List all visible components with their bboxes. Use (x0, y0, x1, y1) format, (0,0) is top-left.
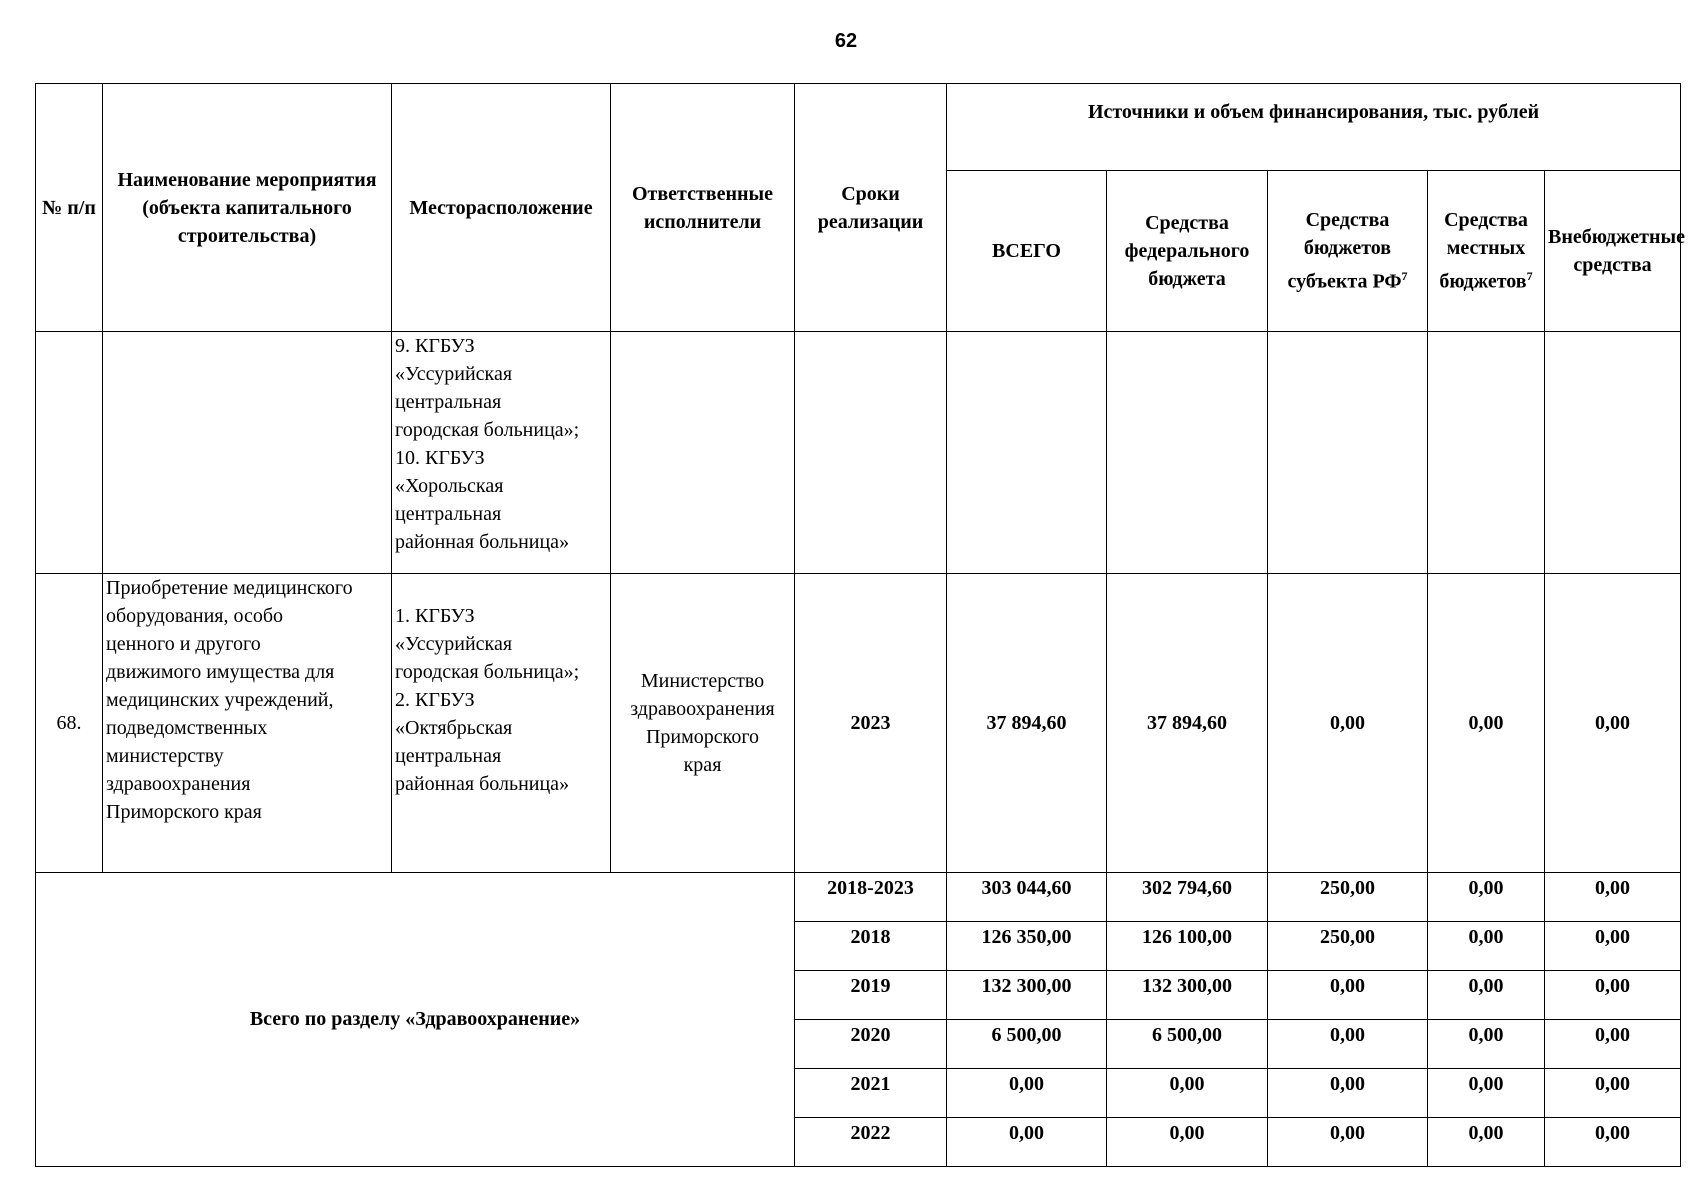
totals-subject: 0,00 (1268, 1069, 1428, 1118)
totals-local: 0,00 (1428, 1118, 1545, 1167)
totals-year: 2020 (795, 1020, 947, 1069)
row-name-line: движимого имущества для (106, 661, 335, 683)
row-federal (1107, 332, 1268, 574)
table-row (36, 332, 1681, 574)
totals-local: 0,00 (1428, 873, 1545, 922)
row-name-line: ценного и другого (106, 633, 261, 655)
totals-extra: 0,00 (1545, 1020, 1681, 1069)
totals-federal: 126 100,00 (1107, 922, 1268, 971)
totals-extra: 0,00 (1545, 1118, 1681, 1167)
totals-year: 2018 (795, 922, 947, 971)
row-location-line: «Уссурийская (395, 633, 513, 655)
totals-total: 0,00 (947, 1118, 1107, 1167)
totals-total: 303 044,60 (947, 873, 1107, 922)
header-subject (1268, 171, 1428, 332)
row-name (103, 574, 392, 873)
totals-total: 6 500,00 (947, 1020, 1107, 1069)
row-total (947, 332, 1107, 574)
header-num: № п/п (36, 84, 103, 332)
row-executors-line: Приморского (645, 726, 760, 748)
row-subject: 0,00 (1268, 574, 1428, 873)
row-location-line: центральная (395, 745, 502, 767)
header-row (36, 84, 1681, 171)
totals-label: Всего по разделу «Здравоохранение» (36, 873, 795, 1167)
row-executors (611, 574, 795, 873)
totals-local: 0,00 (1428, 1069, 1545, 1118)
totals-subject: 0,00 (1268, 1118, 1428, 1167)
totals-local: 0,00 (1428, 1020, 1545, 1069)
row-location-line: «Октябрьская (395, 717, 513, 739)
totals-federal: 0,00 (1107, 1069, 1268, 1118)
totals-federal: 132 300,00 (1107, 971, 1268, 1020)
totals-total: 132 300,00 (947, 971, 1107, 1020)
totals-total: 126 350,00 (947, 922, 1107, 971)
totals-extra: 0,00 (1545, 971, 1681, 1020)
header-federal: Средства федерального бюджета (1107, 171, 1268, 332)
row-name-line: здравоохранения (106, 773, 251, 795)
row-terms: 2023 (795, 574, 947, 873)
row-num (36, 332, 103, 574)
header-name: Наименование мероприятия (объекта капитального строительства) (103, 84, 392, 332)
totals-local: 0,00 (1428, 971, 1545, 1020)
row-subject (1268, 332, 1428, 574)
row-executors-line: здравоохранения (630, 698, 775, 720)
row-executors-line: Министерство (640, 670, 765, 692)
totals-extra: 0,00 (1545, 1069, 1681, 1118)
row-location-line: 2. КГБУЗ (395, 689, 475, 711)
row-local (1428, 332, 1545, 574)
page-number: 62 (834, 30, 858, 52)
totals-row (36, 873, 1681, 922)
header-extra: Внебюджетные средства (1545, 171, 1681, 332)
row-local: 0,00 (1428, 574, 1545, 873)
row-location-line: 10. КГБУЗ (395, 447, 485, 469)
row-name-line: Приморского края (106, 801, 262, 823)
row-location-line: центральная (395, 391, 502, 413)
totals-subject: 250,00 (1268, 873, 1428, 922)
totals-federal: 302 794,60 (1107, 873, 1268, 922)
row-location (392, 332, 611, 574)
header-sources: Источники и объем финансирования, тыс. рублей (947, 84, 1681, 171)
header-local (1428, 171, 1545, 332)
totals-subject: 0,00 (1268, 1020, 1428, 1069)
table-row (36, 574, 1681, 873)
totals-extra: 0,00 (1545, 922, 1681, 971)
totals-year: 2019 (795, 971, 947, 1020)
row-name-line: подведомственных (106, 717, 268, 739)
header-subject-label: Средства бюджетов субъекта РФ (1287, 209, 1402, 293)
row-location-line: районная больница» (395, 773, 570, 795)
row-name (103, 332, 392, 574)
table-body (36, 332, 1681, 873)
row-executors-line: края (683, 754, 722, 776)
totals-total: 0,00 (947, 1069, 1107, 1118)
totals-subject: 250,00 (1268, 922, 1428, 971)
row-federal: 37 894,60 (1107, 574, 1268, 873)
row-executors (611, 332, 795, 574)
header-total: ВСЕГО (947, 171, 1107, 332)
row-extra (1545, 332, 1681, 574)
row-name-line: министерству (106, 745, 224, 767)
row-name-line: медицинских учреждений, (106, 689, 334, 711)
row-location-line: центральная (395, 503, 502, 525)
row-terms (795, 332, 947, 574)
row-location-line: 1. КГБУЗ (395, 605, 475, 627)
totals-federal: 0,00 (1107, 1118, 1268, 1167)
totals-year: 2022 (795, 1118, 947, 1167)
row-num: 68. (36, 574, 103, 873)
row-location-line: 9. КГБУЗ (395, 335, 475, 357)
row-location-line: городская больница»; (395, 661, 580, 683)
header-local-label: Средства местных бюджетов (1439, 209, 1528, 293)
totals-year: 2018-2023 (795, 873, 947, 922)
financing-table (35, 83, 1685, 1167)
row-extra: 0,00 (1545, 574, 1681, 873)
totals-extra: 0,00 (1545, 873, 1681, 922)
totals-federal: 6 500,00 (1107, 1020, 1268, 1069)
totals-year: 2021 (795, 1069, 947, 1118)
row-total: 37 894,60 (947, 574, 1107, 873)
row-location-line: городская больница»; (395, 419, 580, 441)
row-location-line: районная больница» (395, 531, 570, 553)
header-terms: Сроки реализации (795, 84, 947, 332)
totals-local: 0,00 (1428, 922, 1545, 971)
row-name-line: Приобретение медицинского (106, 577, 353, 599)
header-location: Месторасположение (392, 84, 611, 332)
header-local-footnote: 7 (1526, 269, 1533, 284)
totals-body (36, 873, 1681, 1167)
row-name-line: оборудования, особо (106, 605, 284, 627)
row-location (392, 574, 611, 873)
row-location-line: «Хорольская (395, 475, 504, 497)
totals-subject: 0,00 (1268, 971, 1428, 1020)
row-location-line: «Уссурийская (395, 363, 513, 385)
header-executors: Ответственные исполнители (611, 84, 795, 332)
header-subject-footnote: 7 (1401, 269, 1408, 284)
